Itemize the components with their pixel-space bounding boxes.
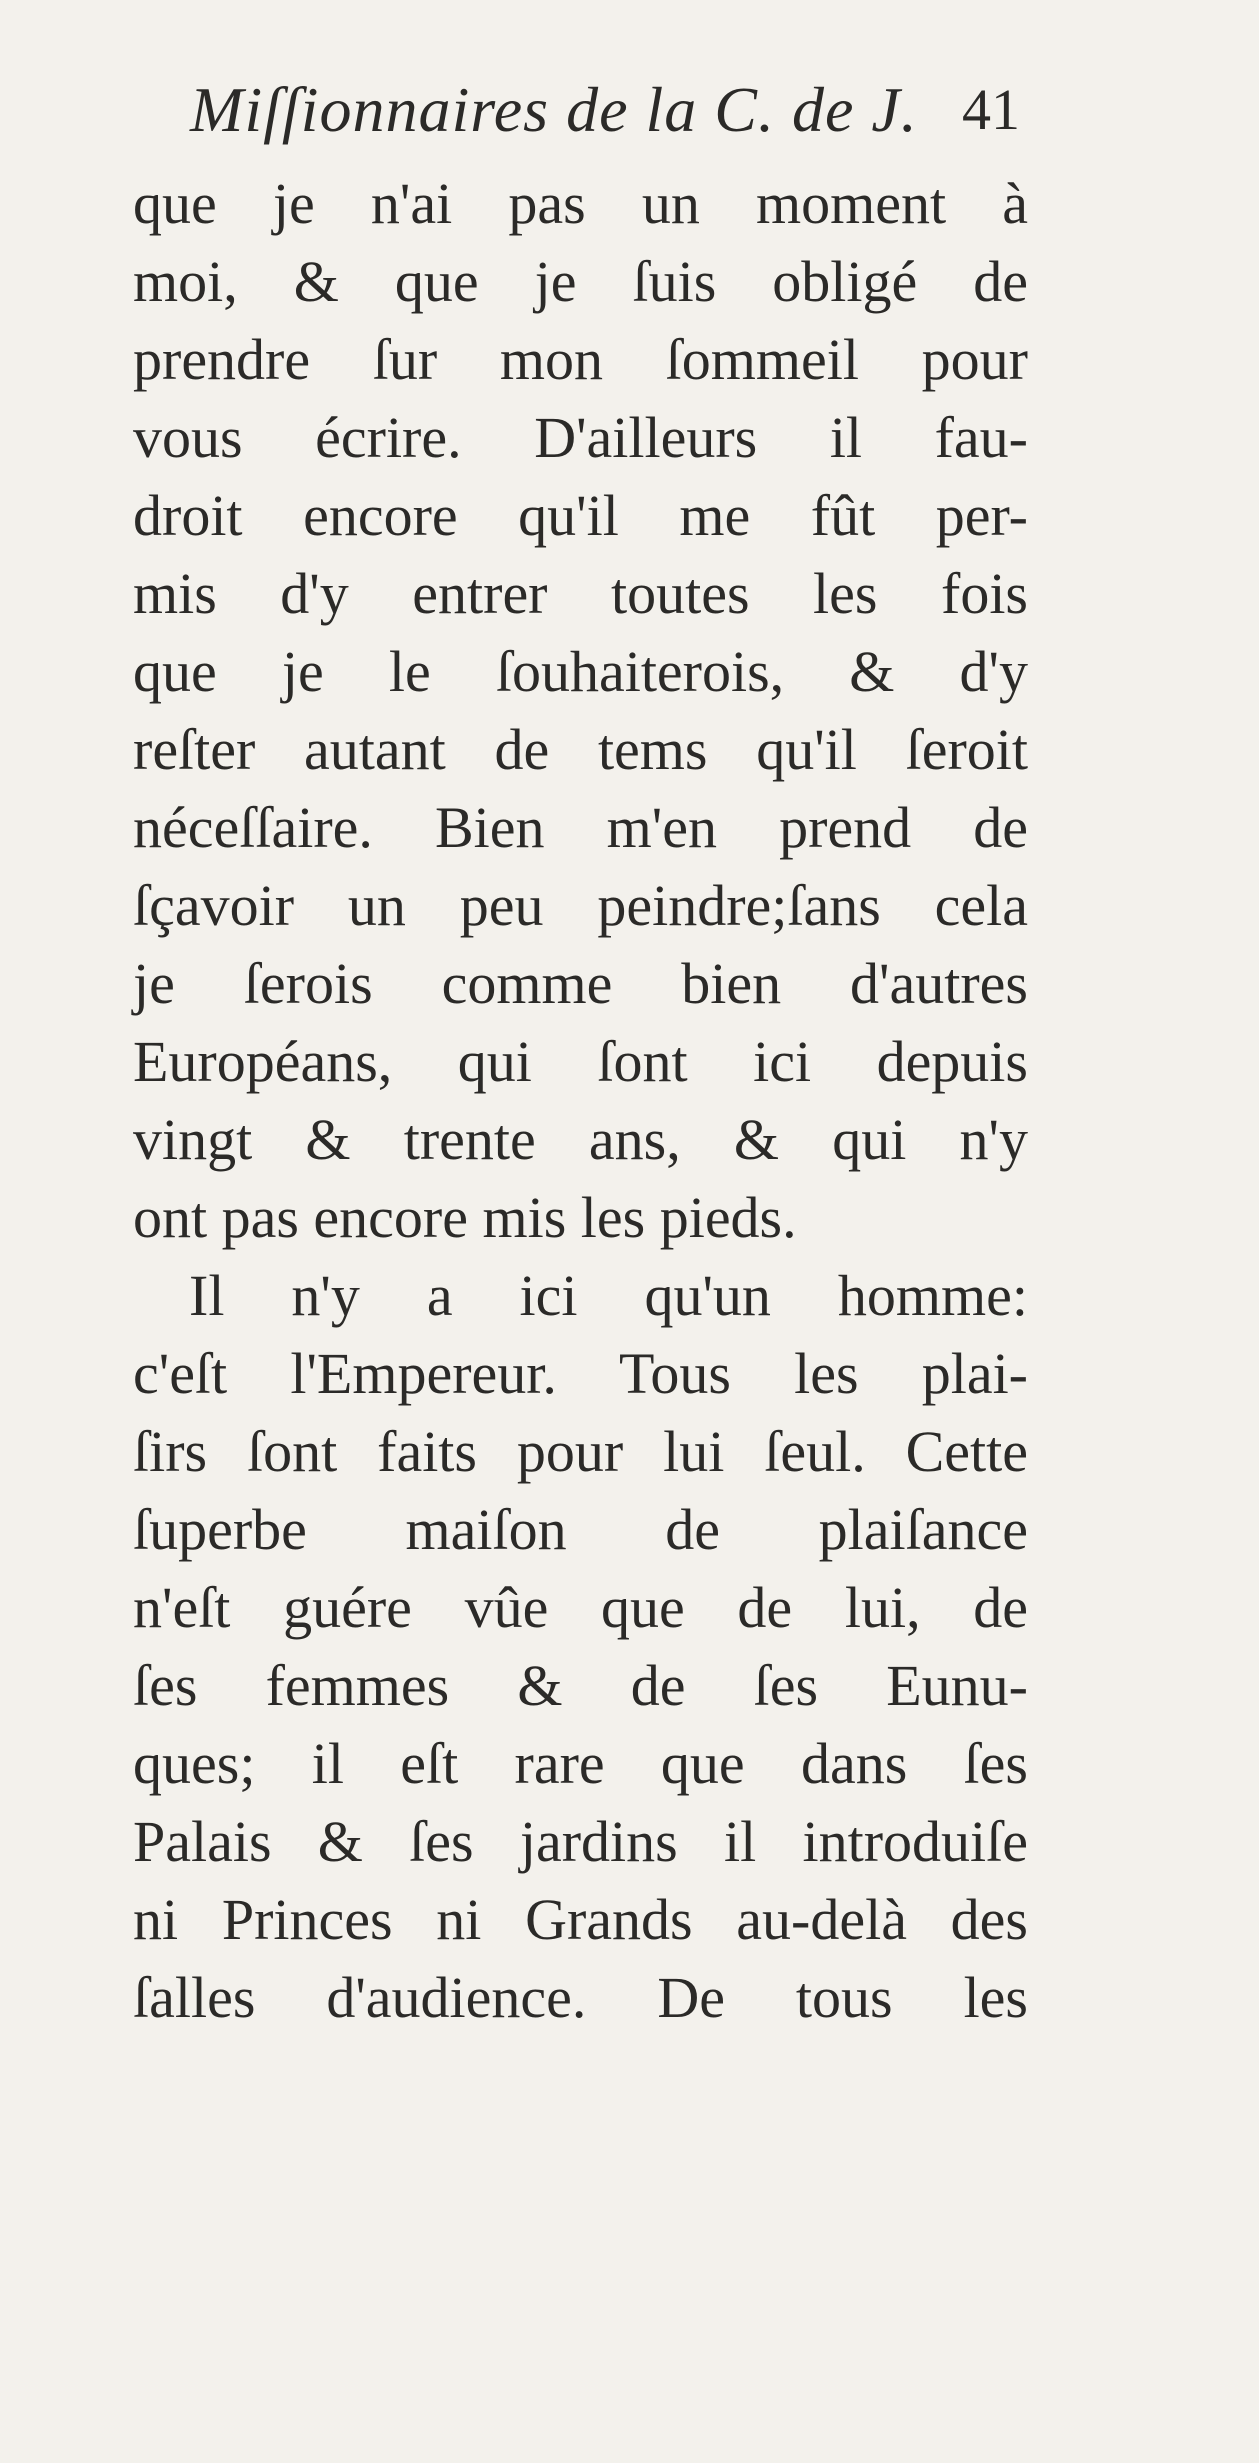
- text-line: ques; il eſt rare que dans ſes: [133, 1731, 1028, 1796]
- text-line: ſuperbe maiſon de plaiſance: [133, 1497, 1028, 1562]
- text-line: ſçavoir un peu peindre;ſans cela: [133, 873, 1028, 938]
- page-number: 41: [962, 77, 1020, 142]
- running-head: Miſſionnaires de la C. de J.: [190, 74, 918, 145]
- text-line: c'eſt l'Empereur. Tous les plai-: [133, 1341, 1028, 1406]
- text-line: ni Princes ni Grands au-delà des: [133, 1887, 1028, 1952]
- text-line: ſalles d'audience. De tous les: [133, 1965, 1028, 2030]
- text-line: Palais & ſes jardins il introduiſe: [133, 1809, 1028, 1874]
- text-line: n'eſt guére vûe que de lui, de: [133, 1575, 1028, 1640]
- text-line: droit encore qu'il me fût per-: [133, 483, 1028, 548]
- text-line: ſes femmes & de ſes Eunu-: [133, 1653, 1028, 1718]
- page-header: [0, 70, 1259, 150]
- body-text: [133, 165, 1028, 2037]
- paragraph-end-line: ont pas encore mis les pieds.: [133, 1185, 797, 1250]
- text-line: ſirs ſont faits pour lui ſeul. Cette: [133, 1419, 1028, 1484]
- text-line: que je n'ai pas un moment à: [133, 171, 1028, 236]
- paragraph-start-line: Il n'y a ici qu'un homme:: [189, 1263, 1028, 1328]
- text-line: Européans, qui ſont ici depuis: [133, 1029, 1028, 1094]
- text-line: que je le ſouhaiterois, & d'y: [133, 639, 1028, 704]
- text-line: moi, & que je ſuis obligé de: [133, 249, 1028, 314]
- text-line: reſter autant de tems qu'il ſeroit: [133, 717, 1028, 782]
- text-line: mis d'y entrer toutes les fois: [133, 561, 1028, 626]
- text-line: je ſerois comme bien d'autres: [133, 951, 1028, 1016]
- text-line: vingt & trente ans, & qui n'y: [133, 1107, 1028, 1172]
- text-line: prendre ſur mon ſommeil pour: [133, 327, 1028, 392]
- text-line: vous écrire. D'ailleurs il fau-: [133, 405, 1028, 470]
- text-line: néceſſaire. Bien m'en prend de: [133, 795, 1028, 860]
